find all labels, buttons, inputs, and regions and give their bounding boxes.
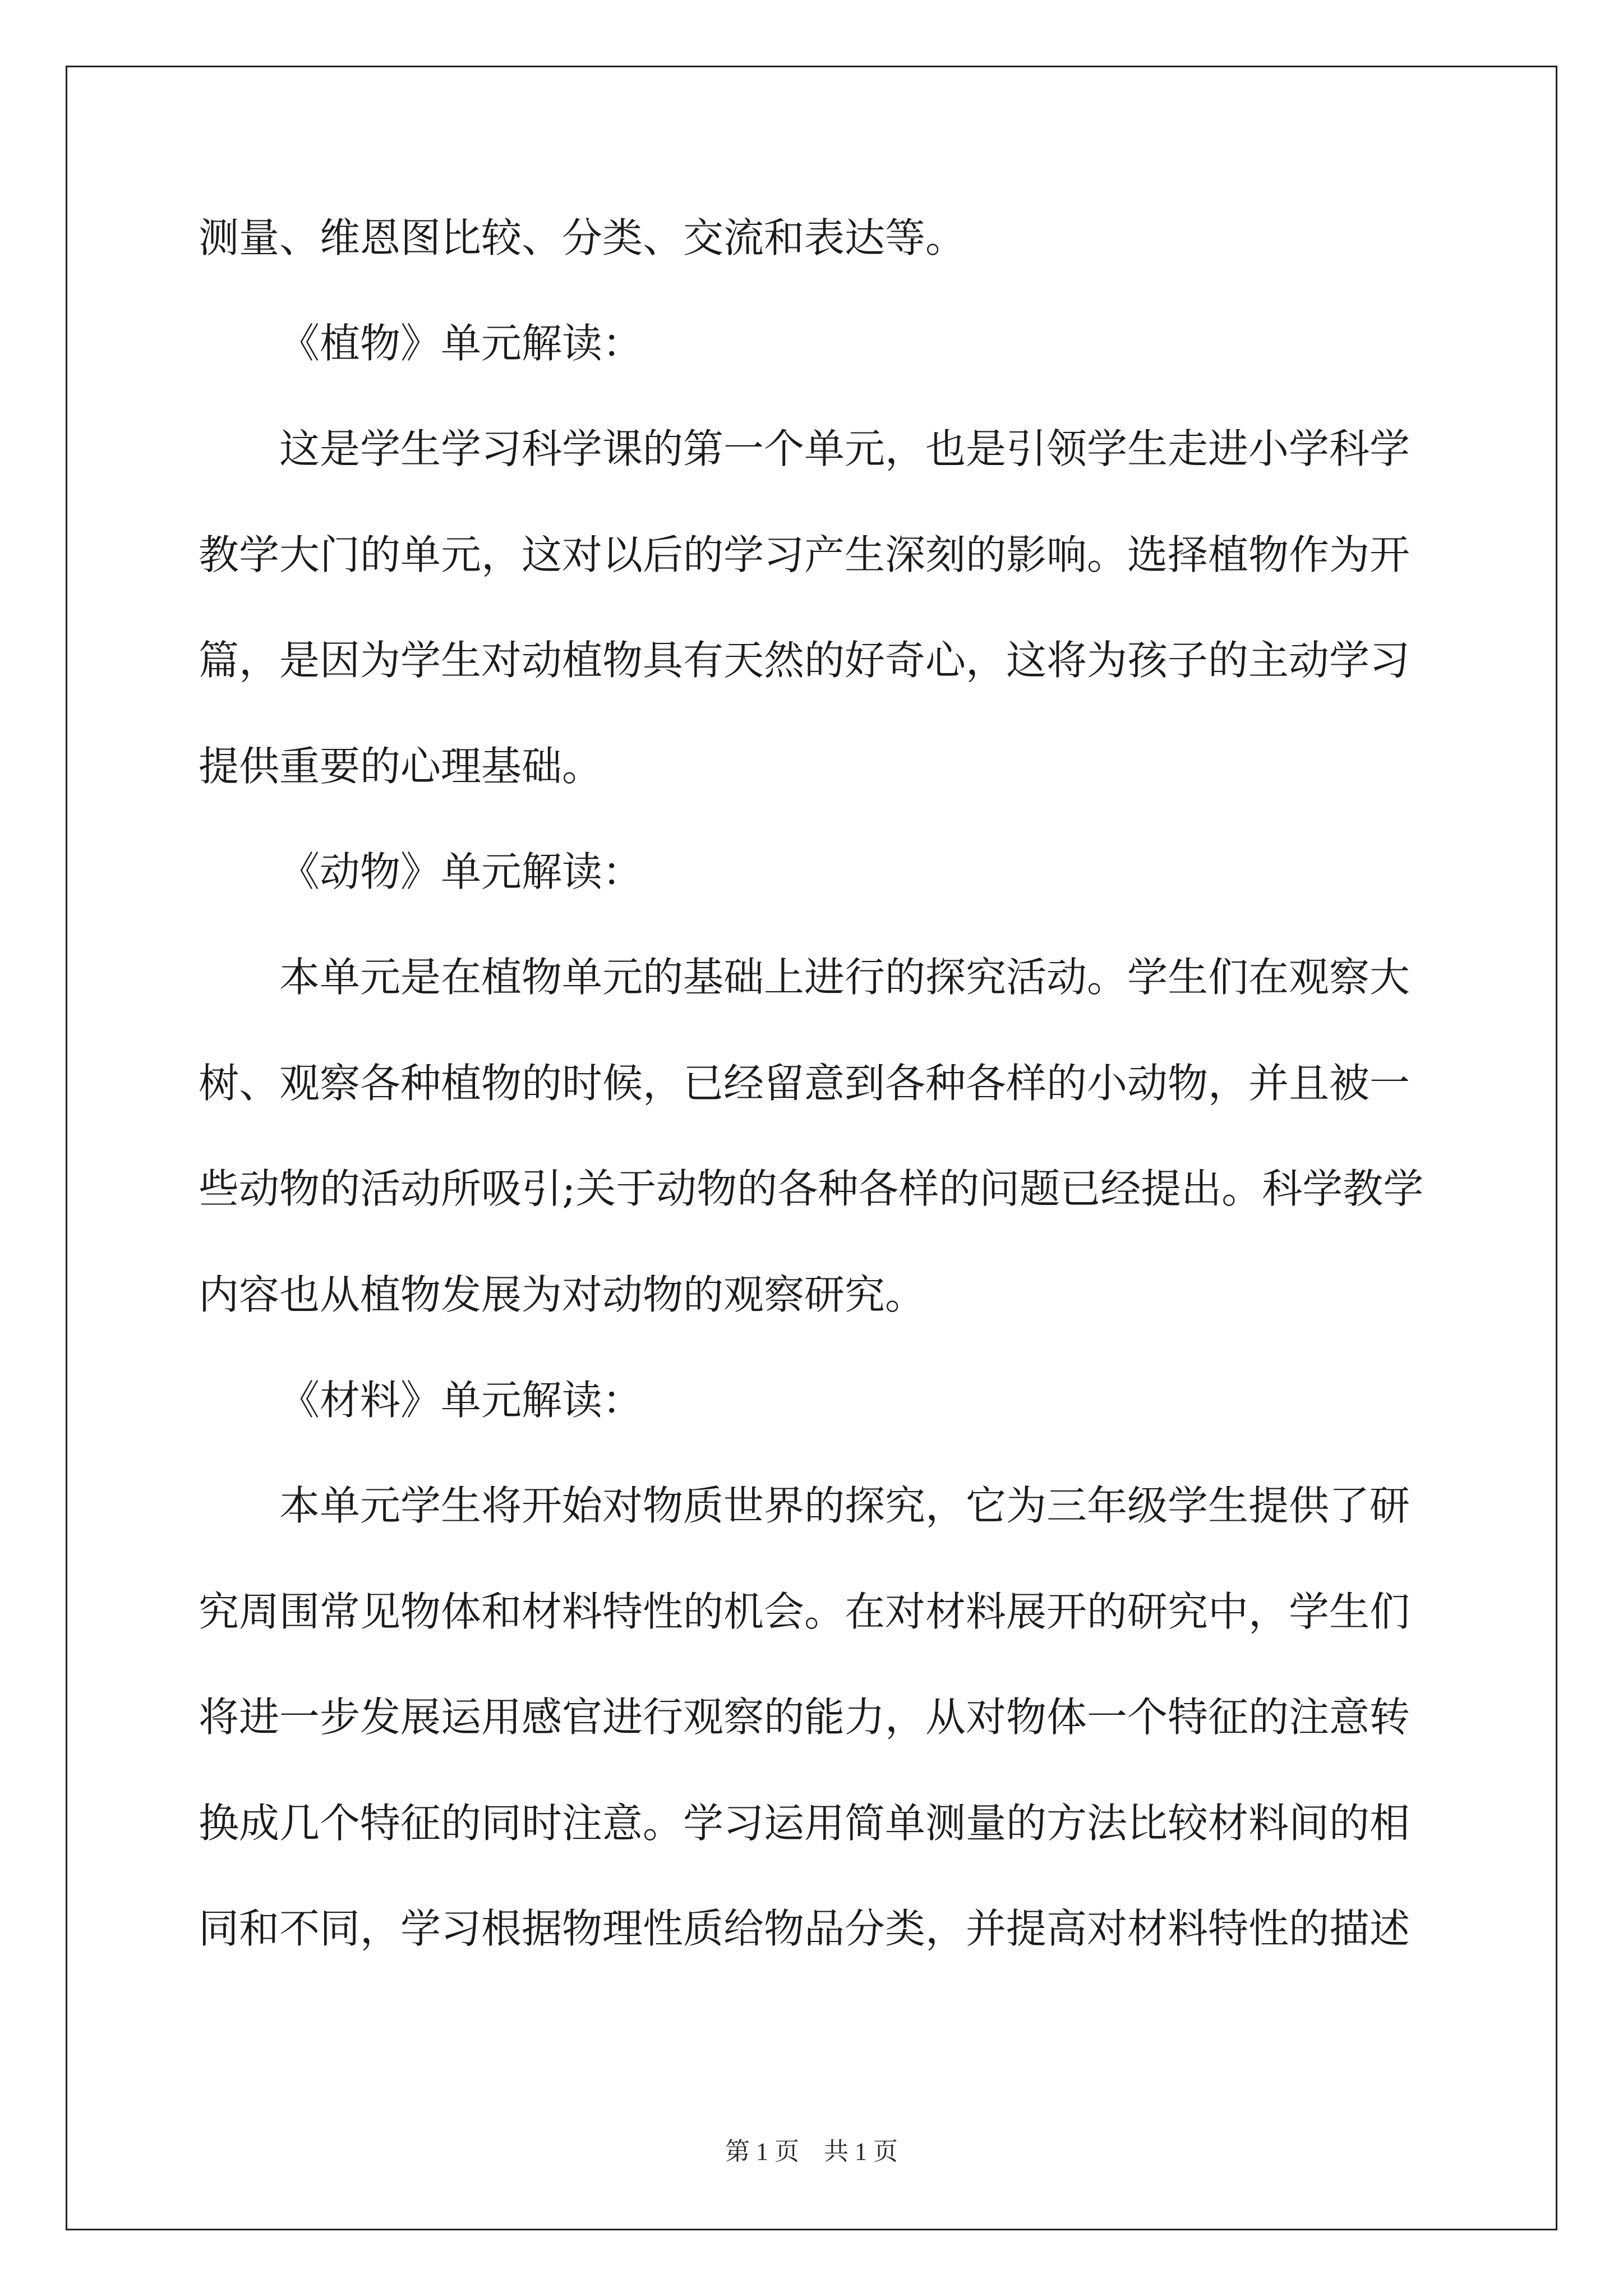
paragraph-line: 提供重要的心理基础。 xyxy=(199,743,603,790)
paragraph-line: 树、观察各种植物的时候，已经留意到各种各样的小动物，并且被一 xyxy=(199,1060,1410,1107)
paragraph-line: 篇，是因为学生对动植物具有天然的好奇心，这将为孩子的主动学习 xyxy=(199,637,1410,684)
paragraph-line: 教学大门的单元，这对以后的学习产生深刻的影响。选择植物作为开 xyxy=(199,531,1410,578)
paragraph-line: 本单元是在植物单元的基础上进行的探究活动。学生们在观察大 xyxy=(279,954,1410,1001)
paragraph-line: 这是学生学习科学课的第一个单元，也是引领学生走进小学科学 xyxy=(279,425,1410,472)
text-line: 测量、维恩图比较、分类、交流和表达等。 xyxy=(199,214,966,261)
paragraph-line: 本单元学生将开始对物质世界的探究，它为三年级学生提供了研 xyxy=(279,1482,1410,1529)
section-heading-materials: 《材料》单元解读： xyxy=(279,1377,643,1424)
paragraph-line: 同和不同，学习根据物理性质给物品分类，并提高对材料特性的描述 xyxy=(199,1905,1410,1952)
paragraph-line: 些动物的活动所吸引;关于动物的各种各样的问题已经提出。科学教学 xyxy=(199,1165,1424,1212)
section-heading-plants: 《植物》单元解读： xyxy=(279,320,643,367)
paragraph-line: 究周围常见物体和材料特性的机会。在对材料展开的研究中，学生们 xyxy=(199,1588,1410,1635)
paragraph-line: 将进一步发展运用感官进行观察的能力，从对物体一个特征的注意转 xyxy=(199,1694,1410,1741)
paragraph-line: 换成几个特征的同时注意。学习运用简单测量的方法比较材料间的相 xyxy=(199,1800,1410,1847)
page-number-footer: 第 1 页 共 1 页 xyxy=(725,2138,898,2165)
section-heading-animals: 《动物》单元解读： xyxy=(279,848,643,895)
paragraph-line: 内容也从植物发展为对动物的观察研究。 xyxy=(199,1271,926,1318)
